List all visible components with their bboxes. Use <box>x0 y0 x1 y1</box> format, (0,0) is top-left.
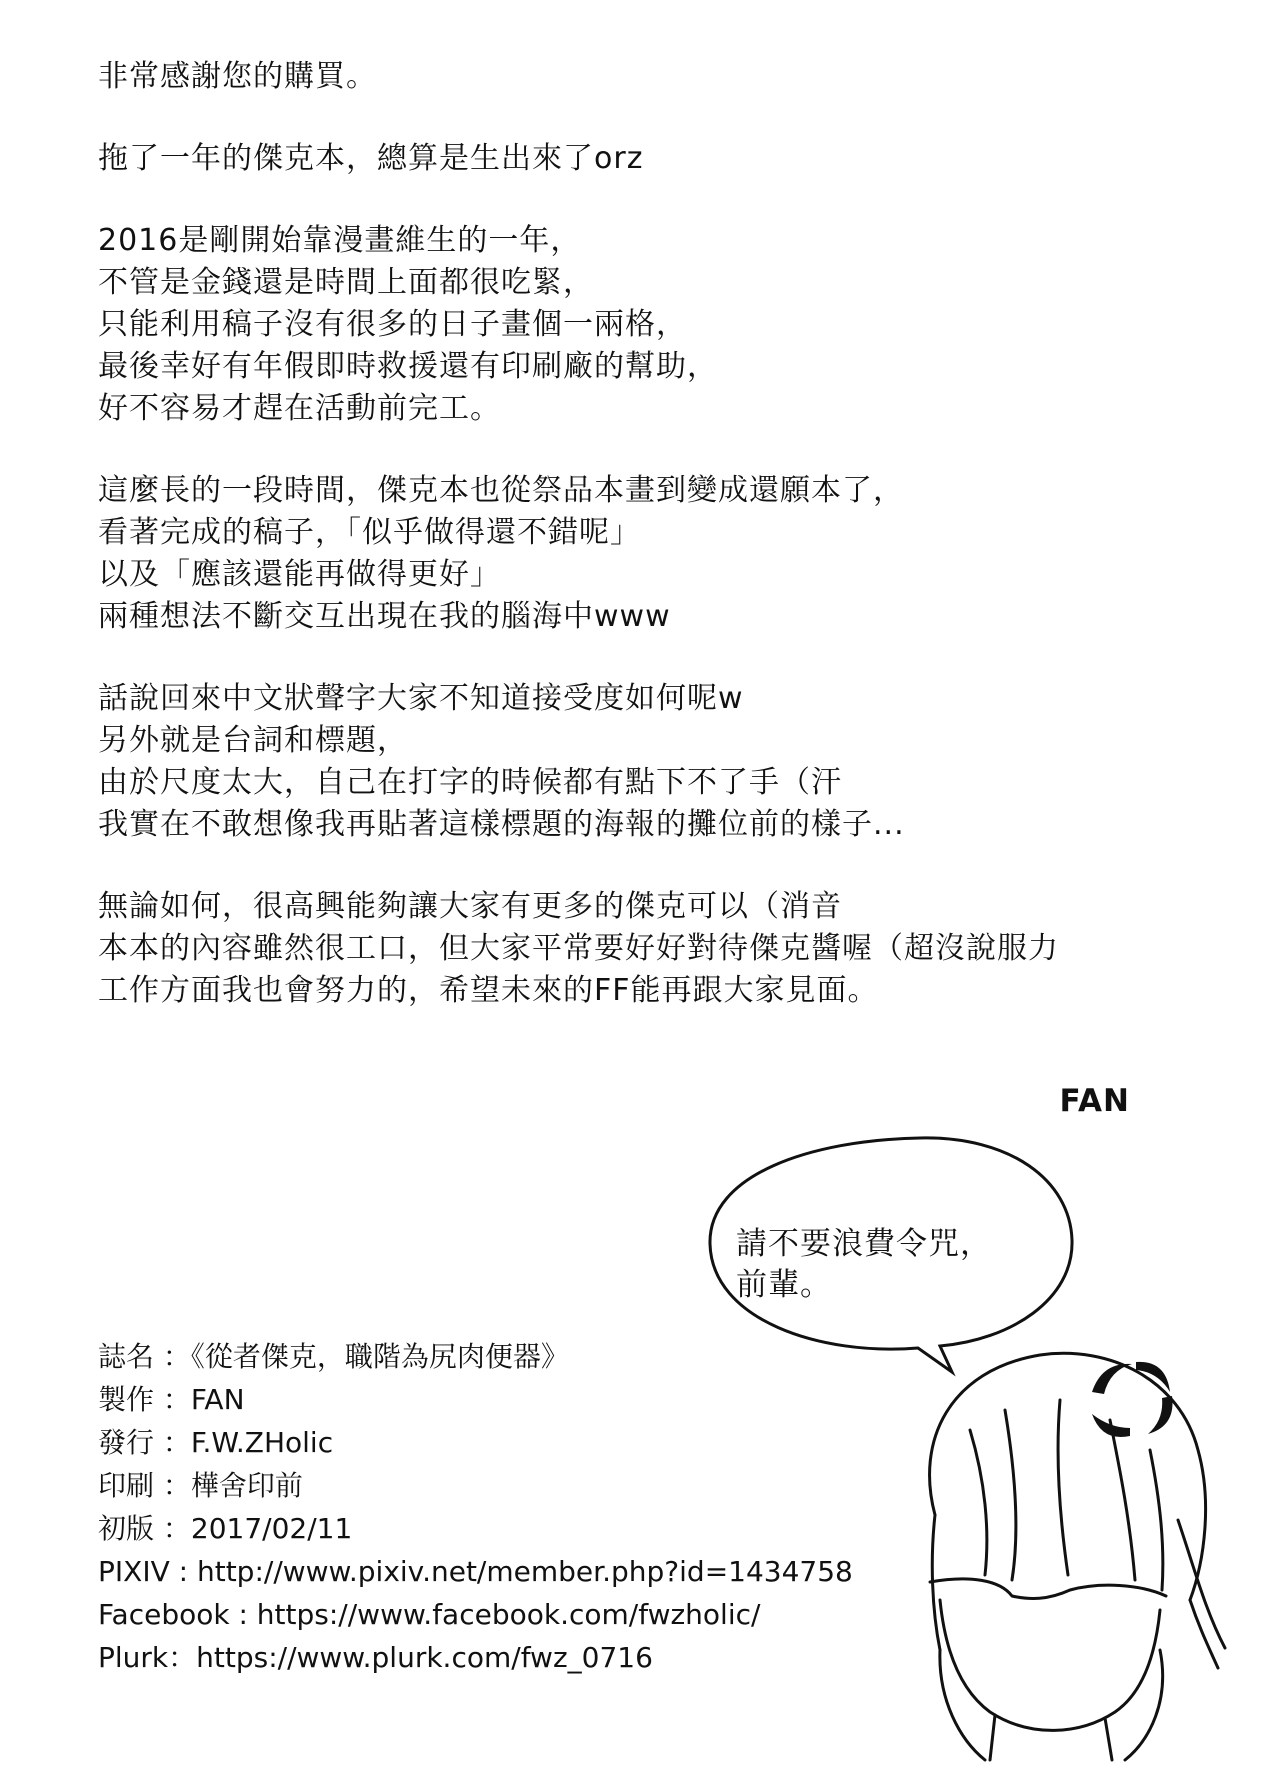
colophon-printer: 印刷 ：樺舍印前 <box>98 1469 303 1502</box>
colophon-first-edition: 初版 ：2017/02/11 <box>98 1512 353 1545</box>
text-line: 我實在不敢想像我再貼著這樣標題的海報的攤位前的樣子... <box>98 807 905 842</box>
colophon <box>98 1335 853 1679</box>
text-line: 兩種想法不斷交互出現在我的腦海中www <box>98 599 671 634</box>
paragraph-4 <box>98 470 1198 638</box>
text-line: 無論如何，很高興能夠讓大家有更多的傑克可以（消音 <box>98 889 842 924</box>
author-signature: FAN <box>1059 1083 1130 1119</box>
paragraph-3 <box>98 220 1198 430</box>
text-line: 話說回來中文狀聲字大家不知道接受度如何呢w <box>98 681 744 716</box>
speech-bubble-text <box>736 1224 992 1306</box>
bubble-line: 前輩。 <box>736 1267 832 1303</box>
paragraph-2 <box>98 138 1198 180</box>
text-line: 非常感謝您的購買。 <box>98 59 377 94</box>
paragraph-1 <box>98 56 1198 98</box>
text-line: 看著完成的稿子，「似乎做得還不錯呢」 <box>98 515 641 550</box>
text-line: 以及「應該還能再做得更好」 <box>98 557 501 592</box>
paragraph-5 <box>98 678 1198 846</box>
text-line: 最後幸好有年假即時救援還有印刷廠的幫助， <box>98 349 718 384</box>
paragraph-6 <box>98 886 1198 1012</box>
colophon-author: 製作 ：FAN <box>98 1383 245 1416</box>
text-line: 本本的內容雖然很工口，但大家平常要好好對待傑克醬喔（超沒說服力 <box>98 931 1059 966</box>
colophon-title: 誌名 ：《從者傑克，職階為尻肉便器》 <box>98 1340 569 1373</box>
text-line: 2016是剛開始靠漫畫維生的一年， <box>98 223 582 258</box>
text-line: 只能利用稿子沒有很多的日子畫個一兩格， <box>98 307 687 342</box>
text-line: 由於尺度太大，自己在打字的時候都有點下不了手（汗 <box>98 765 842 800</box>
text-line: 工作方面我也會努力的，希望未來的FF能再跟大家見面。 <box>98 973 879 1008</box>
character-head <box>930 1353 1225 1760</box>
colophon-pixiv-link: PIXIV : http://www.pixiv.net/member.php?id=1434758 <box>98 1555 853 1588</box>
text-line: 好不容易才趕在活動前完工。 <box>98 391 501 426</box>
anger-mark-icon <box>1092 1362 1173 1437</box>
afterword-text <box>98 56 1198 1052</box>
text-line: 另外就是台詞和標題， <box>98 723 408 758</box>
text-line: 不管是金錢還是時間上面都很吃緊， <box>98 265 594 300</box>
bubble-line: 請不要浪費令咒， <box>736 1226 992 1262</box>
text-line: 拖了一年的傑克本，總算是生出來了orz <box>98 141 644 176</box>
colophon-plurk-link: Plurk：https://www.plurk.com/fwz_0716 <box>98 1641 653 1674</box>
colophon-facebook-link: Facebook : https://www.facebook.com/fwzholic/ <box>98 1598 761 1631</box>
text-line: 這麼長的一段時間，傑克本也從祭品本畫到變成還願本了， <box>98 473 904 508</box>
colophon-publisher: 發行 ：F.W.ZHolic <box>98 1426 334 1459</box>
